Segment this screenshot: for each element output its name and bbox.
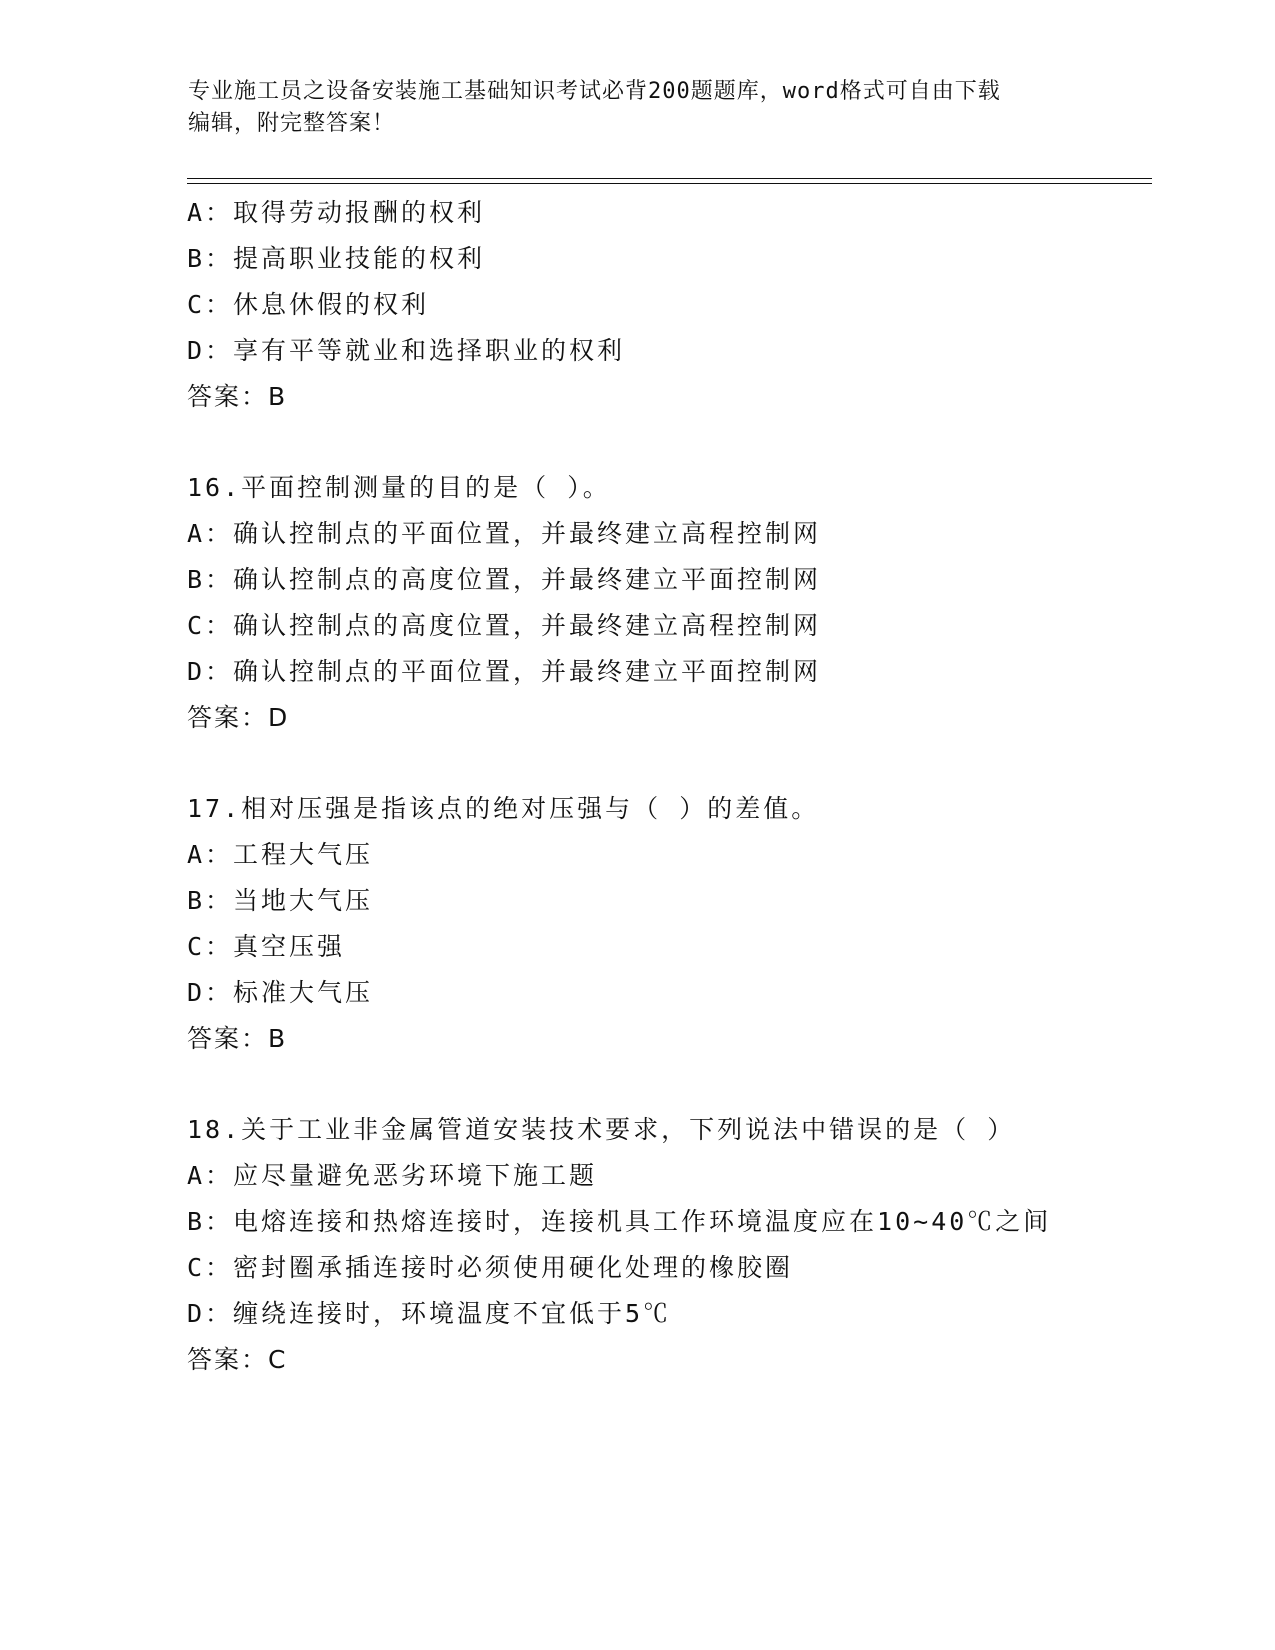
answer-line: 答案：B [187,382,288,411]
question-16-block [187,465,1147,741]
header-line-2: 编辑，附完整答案！ [188,111,396,136]
option-a: A：确认控制点的平面位置，并最终建立高程控制网 [187,519,822,548]
option-a: A：应尽量避免恶劣环境下施工题 [187,1161,598,1190]
question-list [187,190,1147,1383]
option-d: D：标准大气压 [187,978,374,1007]
document-header [188,76,1078,140]
option-d: D：确认控制点的平面位置，并最终建立平面控制网 [187,657,822,686]
question-18-block [187,1107,1147,1383]
option-c: C：密封圈承插连接时必须使用硬化处理的橡胶圈 [187,1253,794,1282]
question-17-block [187,786,1147,1062]
question-text: 16.平面控制测量的目的是（ ）。 [187,473,611,502]
answer-line: 答案：C [187,1345,288,1374]
option-b: B：电熔连接和热熔连接时，连接机具工作环境温度应在10~40℃之间 [187,1207,1052,1236]
option-a: A：工程大气压 [187,840,374,869]
option-a: A：取得劳动报酬的权利 [187,198,486,227]
option-d: D：缠绕连接时，环境温度不宜低于5℃ [187,1299,672,1328]
option-b: B：提高职业技能的权利 [187,244,486,273]
question-15-block [187,190,1147,420]
option-c: C：确认控制点的高度位置，并最终建立高程控制网 [187,611,822,640]
answer-line: 答案：D [187,703,290,732]
option-c: C：休息休假的权利 [187,290,430,319]
question-text: 17.相对压强是指该点的绝对压强与（ ）的差值。 [187,794,820,823]
option-d: D：享有平等就业和选择职业的权利 [187,336,626,365]
answer-line: 答案：B [187,1024,288,1053]
header-divider-top [187,178,1152,179]
option-c: C：真空压强 [187,932,346,961]
header-line-1: 专业施工员之设备安装施工基础知识考试必背200题题库，word格式可自由下载 [188,79,1001,104]
option-b: B：确认控制点的高度位置，并最终建立平面控制网 [187,565,822,594]
question-spacer [187,420,1147,465]
question-spacer [187,1062,1147,1107]
question-text: 18.关于工业非金属管道安装技术要求，下列说法中错误的是（ ） [187,1115,1016,1144]
question-spacer [187,741,1147,786]
option-b: B：当地大气压 [187,886,374,915]
header-divider-bottom [187,183,1152,184]
